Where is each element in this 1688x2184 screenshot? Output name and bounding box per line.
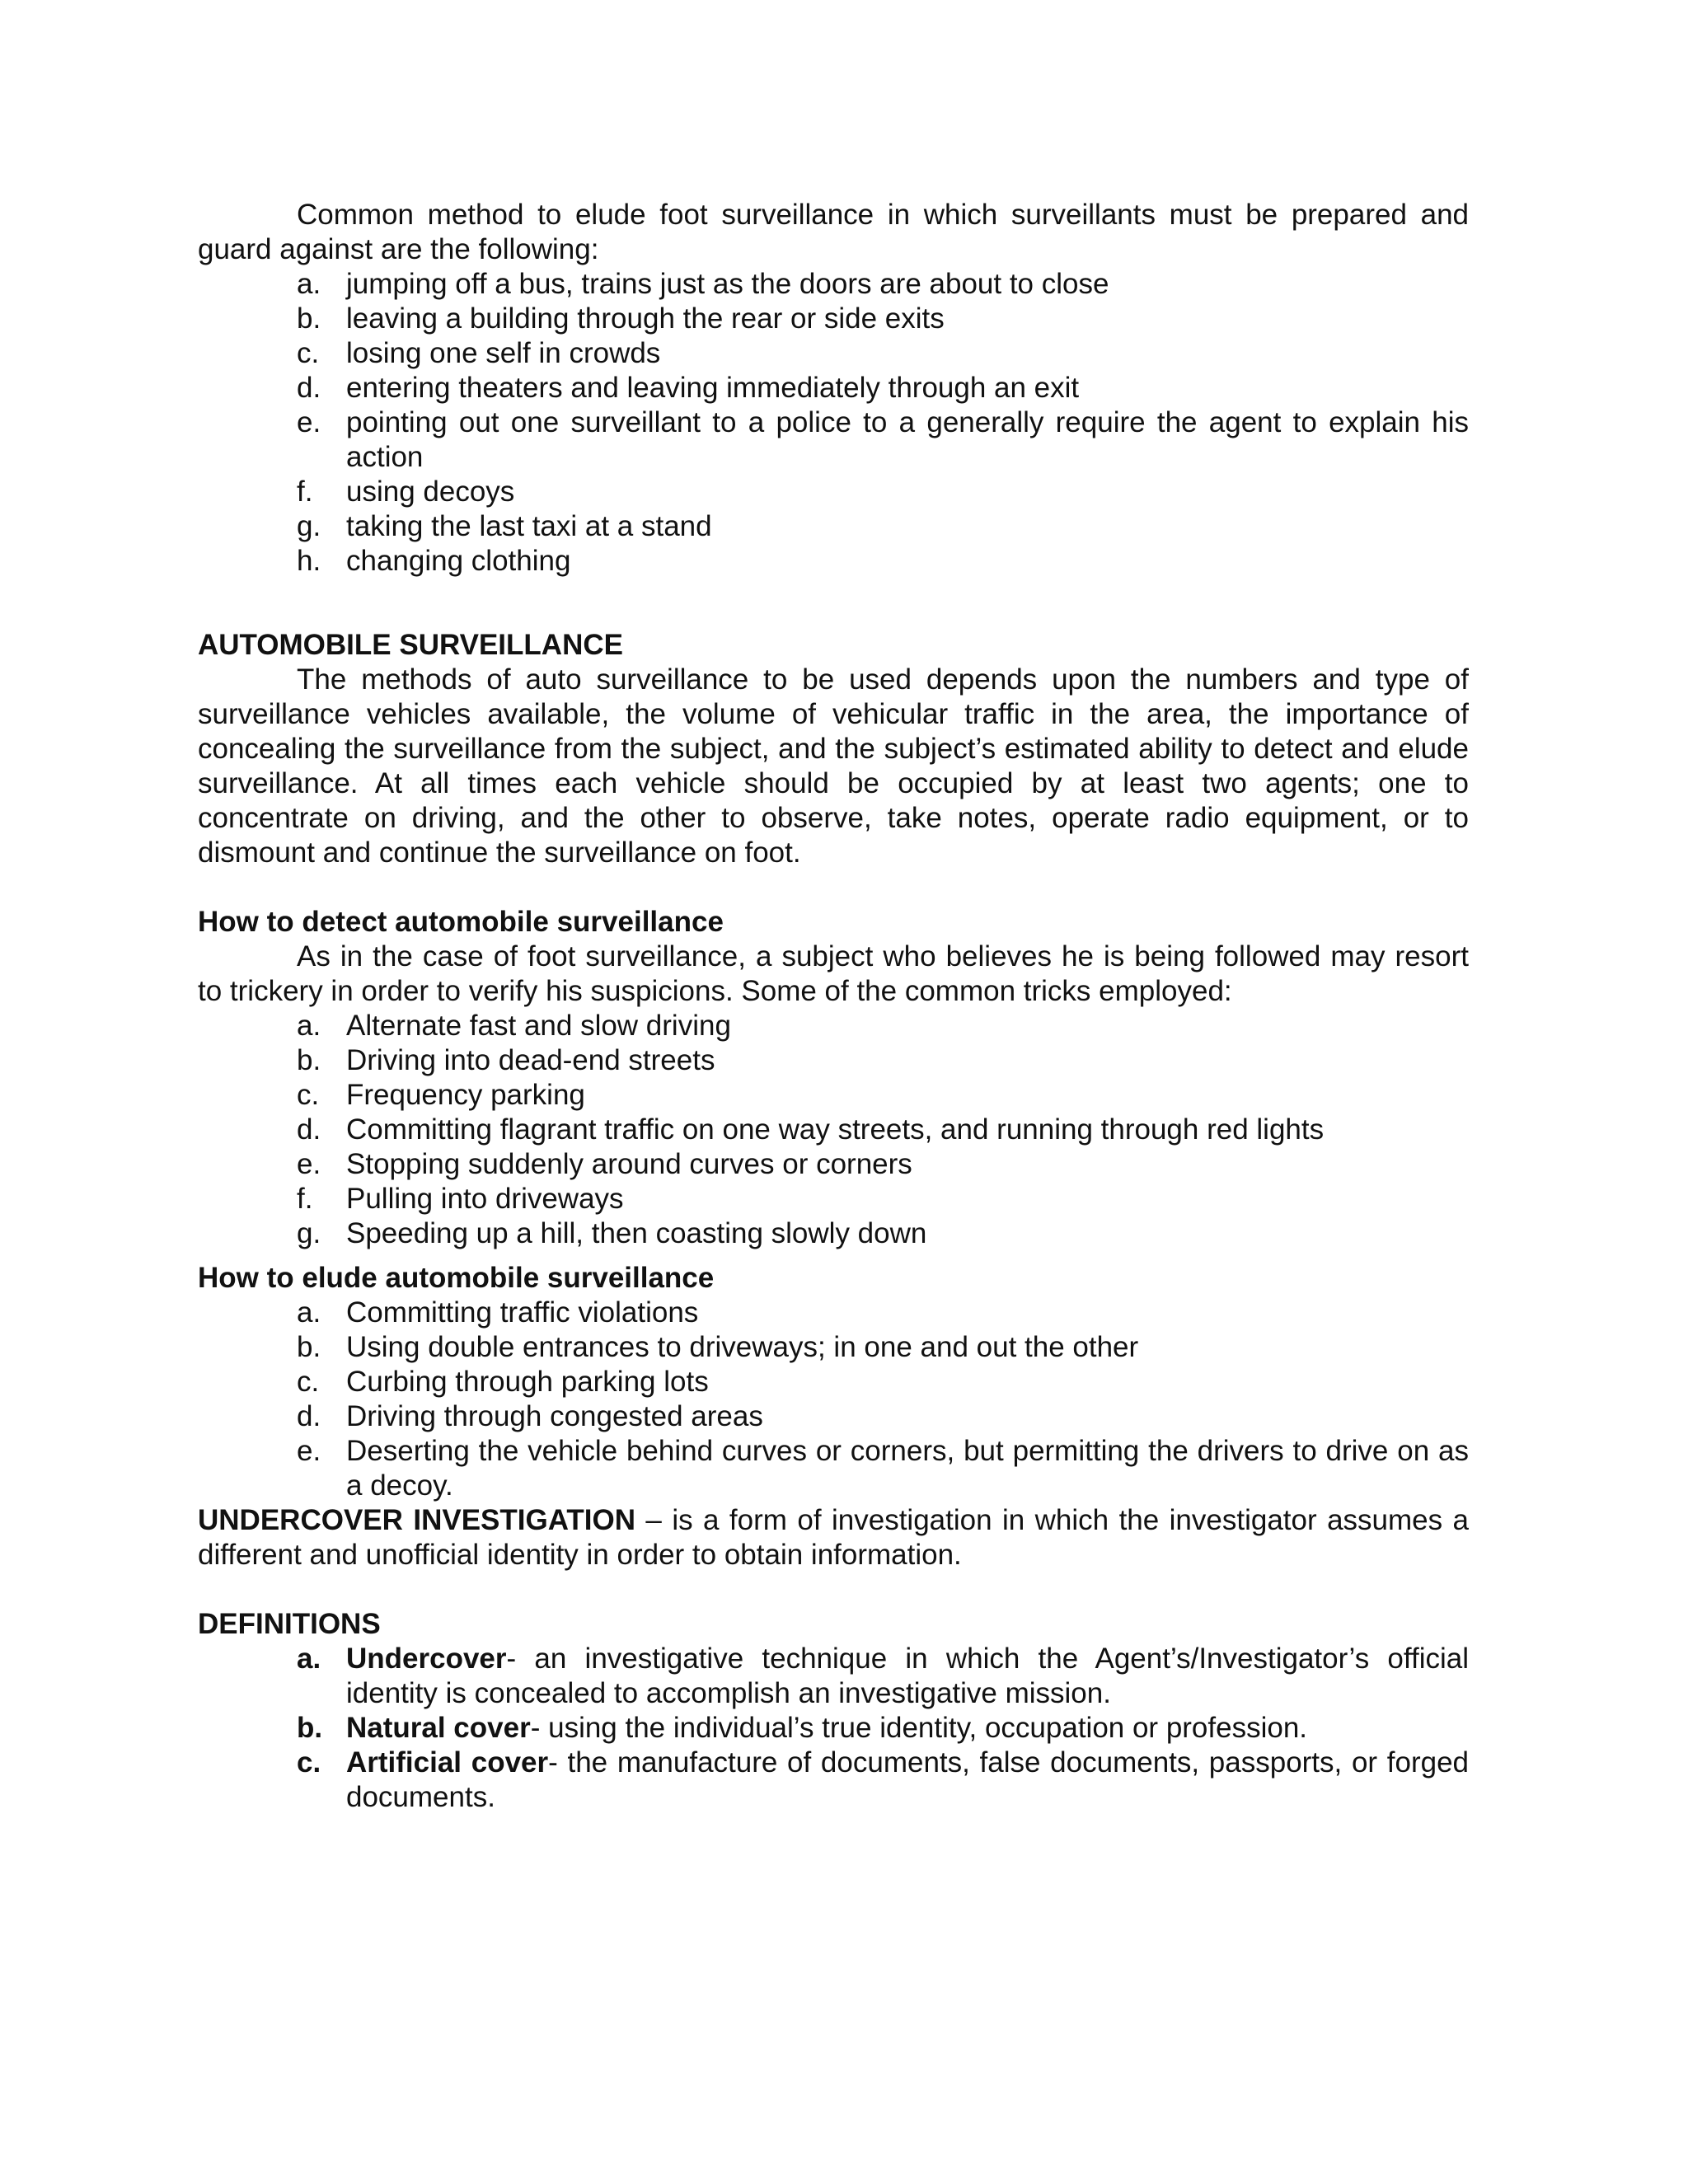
list-item (198, 544, 1469, 579)
list-marker: c. (297, 1746, 321, 1779)
list-item (198, 1296, 1469, 1330)
undercover-definition: – is a form of investigation in which the investigator assumes a different and unofficial identity in order to obtain information. (198, 1504, 1470, 1571)
list-item (198, 1216, 1469, 1251)
definition-term: Natural cover (346, 1712, 531, 1744)
list-item (198, 1399, 1469, 1434)
list-marker: b. (297, 302, 321, 335)
detect-auto-heading: How to detect automobile surveillance (198, 906, 724, 938)
list-marker: h. (297, 545, 321, 577)
auto-surveillance-heading: AUTOMOBILE SURVEILLANCE (198, 629, 623, 661)
definition-term: Undercover (346, 1643, 507, 1675)
list-item (198, 1147, 1469, 1182)
list-item (198, 1078, 1469, 1113)
foot-elude-list (198, 267, 1469, 579)
list-marker: g. (297, 1217, 321, 1249)
list-item (198, 1009, 1469, 1043)
definition-item (198, 1711, 1469, 1746)
definition-item (198, 1642, 1469, 1711)
list-item (198, 1365, 1469, 1399)
list-item-text: Driving through congested areas (346, 1400, 763, 1432)
definitions-heading: DEFINITIONS (198, 1608, 381, 1640)
list-item-text: Deserting the vehicle behind curves or corners, but permitting the drivers to drive on as a decoy. (346, 1435, 1469, 1502)
auto-surveillance-paragraph: The methods of auto surveillance to be used depends upon the numbers and type of surveillance vehicles available, the volume of vehicular traffic in the area, the importance of concealing the surveillance from the subject, and the subject’s estimated ability to detect and elude surveillance. At all times each vehicle should be occupied by at least two agents; one to concentrate on driving, and the other to observe, take notes, operate radio equipment, or to dismount and continue the surveillance on foot. (198, 663, 1469, 869)
section-spacer (198, 579, 1469, 628)
list-item-text: losing one self in crowds (346, 337, 661, 369)
page-content (198, 198, 1469, 1815)
list-marker: c. (297, 337, 320, 369)
list-item (198, 405, 1469, 475)
list-marker: d. (297, 1113, 321, 1146)
list-item (198, 267, 1469, 302)
definition-text: - the manufacture of documents, false documents, passports, or forged documents. (346, 1746, 1470, 1813)
list-marker: e. (297, 1435, 321, 1467)
list-item-text: Speeding up a hill, then coasting slowly down (346, 1217, 927, 1249)
list-marker: b. (297, 1712, 323, 1744)
list-marker: a. (297, 1296, 321, 1329)
section-spacer (198, 1251, 1469, 1261)
list-item (198, 509, 1469, 544)
list-marker: b. (297, 1331, 321, 1363)
list-item-text: Using double entrances to driveways; in one and out the other (346, 1331, 1139, 1363)
list-item (198, 1043, 1469, 1078)
elude-auto-list (198, 1296, 1469, 1503)
list-marker: a. (297, 268, 321, 300)
list-item (198, 475, 1469, 509)
list-marker: b. (297, 1044, 321, 1076)
undercover-term: UNDERCOVER INVESTIGATION (198, 1504, 635, 1536)
list-item (198, 1330, 1469, 1365)
list-marker: g. (297, 510, 321, 542)
list-marker: f. (297, 1183, 313, 1215)
list-item (198, 1182, 1469, 1216)
list-item-text: Pulling into driveways (346, 1183, 624, 1215)
list-marker: f. (297, 476, 313, 508)
list-item (198, 371, 1469, 405)
list-item-text: Committing traffic violations (346, 1296, 699, 1329)
foot-elude-intro: Common method to elude foot surveillance in which surveillants must be prepared and guard against are the following: (198, 199, 1469, 265)
section-spacer (198, 870, 1469, 905)
definition-text: - an investigative technique in which the Agent’s/Investigator’s official identity is concealed to accomplish an investigative mission. (346, 1643, 1469, 1709)
list-item (198, 1434, 1469, 1503)
list-marker: a. (297, 1643, 321, 1675)
list-item-text: Frequency parking (346, 1079, 585, 1111)
list-item-text: leaving a building through the rear or side exits (346, 302, 945, 335)
list-item-text: pointing out one surveillant to a police to a generally require the agent to explain his action (346, 406, 1469, 473)
list-item-text: entering theaters and leaving immediately through an exit (346, 372, 1080, 404)
list-item-text: Stopping suddenly around curves or corners (346, 1148, 912, 1180)
list-item-text: using decoys (346, 476, 515, 508)
list-item (198, 1113, 1469, 1147)
list-marker: c. (297, 1079, 320, 1111)
definition-term: Artificial cover (346, 1746, 549, 1779)
list-item-text: jumping off a bus, trains just as the doors are about to close (346, 268, 1109, 300)
list-item-text: taking the last taxi at a stand (346, 510, 712, 542)
detect-auto-paragraph: As in the case of foot surveillance, a subject who believes he is being followed may resort to trickery in order to verify his suspicions. Some of the common tricks employed: (198, 940, 1469, 1007)
section-spacer (198, 1572, 1469, 1607)
list-marker: d. (297, 372, 321, 404)
list-item-text: Curbing through parking lots (346, 1366, 709, 1398)
definitions-list (198, 1642, 1469, 1815)
list-item-text: Committing flagrant traffic on one way streets, and running through red lights (346, 1113, 1325, 1146)
list-item (198, 336, 1469, 371)
definition-text: - using the individual’s true identity, occupation or profession. (530, 1712, 1308, 1744)
list-item-text: changing clothing (346, 545, 571, 577)
list-item (198, 302, 1469, 336)
list-marker: e. (297, 1148, 321, 1180)
detect-auto-list (198, 1009, 1469, 1251)
definition-item (198, 1746, 1469, 1815)
elude-auto-heading: How to elude automobile surveillance (198, 1262, 715, 1294)
list-marker: a. (297, 1010, 321, 1042)
list-marker: e. (297, 406, 321, 438)
list-marker: c. (297, 1366, 320, 1398)
list-item-text: Driving into dead-end streets (346, 1044, 715, 1076)
list-item-text: Alternate fast and slow driving (346, 1010, 731, 1042)
undercover-paragraph (198, 1503, 1469, 1572)
list-marker: d. (297, 1400, 321, 1432)
